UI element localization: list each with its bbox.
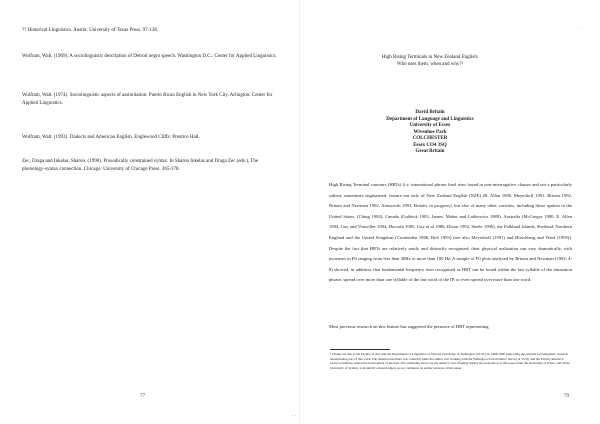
corner-mark: · xyxy=(578,27,580,32)
article-title xyxy=(330,54,530,68)
footnote-rule xyxy=(330,349,390,350)
postcode: Essex CO4 3SQ xyxy=(413,142,447,148)
reference-entry: Wolfram, Walt. (1969). A sociolinguistic description of Detroit negro speech. Washington D.C.: Center for Applied Linguistics. xyxy=(22,54,277,59)
reference-entry: ?? Historical Linguistics. Austin: University of Texas Press. 97-138. xyxy=(22,28,159,33)
reference-entry: Wolfram, Walt. (1993). Dialects and American English. Englewood Cliffs: Prentice Hall. xyxy=(22,135,200,140)
city: COLCHESTER xyxy=(412,136,448,141)
body-paragraph-2: Most previous research on this feature has suggested the presence of HRT representing xyxy=(329,324,489,329)
department: Department of Language and Linguistics xyxy=(386,116,474,122)
reference-entry: Wolfram, Walt. (1974). Sociolinguistic aspects of assimilation: Puerto Rican English in New York City. Arlington: Center for Applied Linguistics. xyxy=(22,93,273,106)
street: Wivenhoe Park xyxy=(413,129,447,135)
gutter-mark: · · xyxy=(292,414,297,419)
country: Great Britain xyxy=(415,149,445,154)
university: University of Essex xyxy=(409,123,451,128)
title-line-1: High Rising Terminals in New Zealand English: xyxy=(381,55,479,60)
right-page-number: 79 xyxy=(564,394,569,399)
body-paragraph-1: High Rising Terminal contours (HRTs) (i.e. intonational phrase final rises found in non-interrogative clauses and not a particularly salient, sometimes stigmatised, feature not only of New Zealand English (NZE) (B. Allan 1990, Meyerhoff 1991, Britain 1992, Britain and Newman 1992, Ainsworth 1993, Britain, in progress), but also of many other varieties, including those spoken in the United States, (Ching 1982), Canada (Guldeck 1983, James, Mahut and Latkiewicz 1989), Australia (McGregor 1980, E. Allen 1984, Guy and Vonwiller 1984, Horvath 1985, Guy et al 1986, Dixon 1992, Steele 1996), the Falkland Islands, Shetland, Northern England and the United Kingdom (Cruttenden 1986, Bolt 1993) (see also Meyerhoff (1991) and Hirschberg and Ward (1995)). Despite the fact that HRTs are relatively easily and distinctly recognised, their physical realization can vary dramatically, with increases in F0 ranging from less than 30Hz to more than 100 Hz. A sample of F0 plots analysed by Britain and Newman (1992: 4-8) showed, in addition, that fundamental frequency rises recognised as HRT can be found within the last syllable of the intonation phrase, spread over more than one syllable of the last word of the IP, or even spread over more than one word. xyxy=(329,182,572,283)
title-line-2: Who uses them, when and why?¹ xyxy=(396,62,464,67)
author-affiliation xyxy=(330,110,530,156)
reference-entry: Zec, Draga and Inkelas, Sharon. (1990). Prosodically constrained syntax. In Sharon Inkelas and Draga Zec (eds.), The phonology-syntax connection. Chicago: University of Chicago Press. 365-378. xyxy=(22,159,259,172)
footnote: ¹ Thanks are due to the Faculty of Arts and the Department of Linguistics at Victoria University of Wellington (VUW), in 1988-1990 supporting the original sociolinguistic research underpinning part of this work. The material used here was collected while the author was working with the Wellington Social Dialect Survey at VUW, and the Faculty Research Grant Committee supported transcription of the data. The remaining errors are the author's own. Funding during the preparation of this paper from the University of Essex, and of the University of Sydney, is gratefully acknowledged, as are comments on earlier versions of this paper. xyxy=(330,352,570,370)
author-name: David Britain xyxy=(415,110,445,115)
left-page-number: 77 xyxy=(140,394,145,399)
